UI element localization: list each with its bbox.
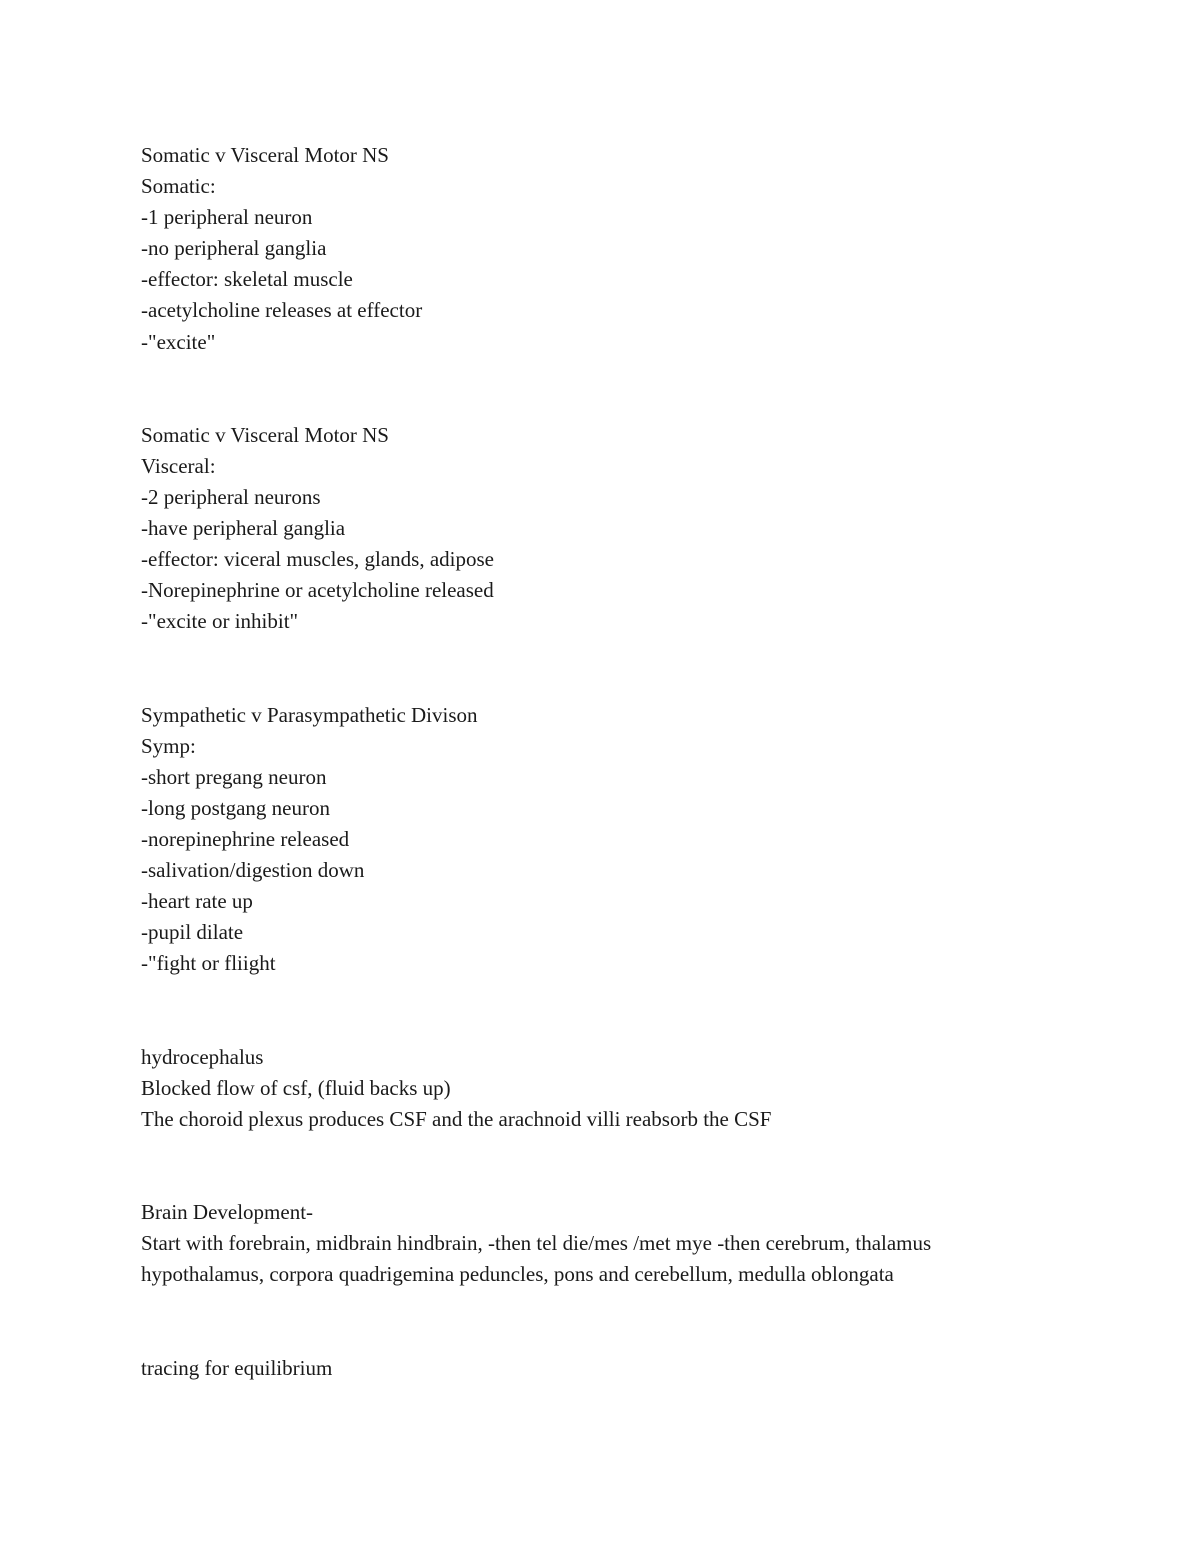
- list-item: -heart rate up: [141, 889, 253, 914]
- list-item: -no peripheral ganglia: [141, 236, 327, 261]
- list-item: -short pregang neuron: [141, 764, 327, 789]
- section-heading: tracing for equilibrium: [141, 1355, 333, 1380]
- section-visceral: [141, 420, 1141, 638]
- list-item: -pupil dilate: [141, 920, 244, 945]
- section-heading: Somatic v Visceral Motor NS: [141, 422, 389, 447]
- paragraph-line: Blocked flow of csf, (fluid backs up): [141, 1075, 451, 1100]
- subheading-visceral: Visceral:: [141, 453, 216, 478]
- list-item: -effector: viceral muscles, glands, adipose: [141, 547, 494, 572]
- list-item: -1 peripheral neuron: [141, 205, 313, 230]
- list-item: -"fight or fliight: [141, 951, 276, 976]
- list-item: -2 peripheral neurons: [141, 485, 321, 510]
- list-item: -long postgang neuron: [141, 795, 330, 820]
- section-hydrocephalus: [141, 1042, 1141, 1135]
- section-heading: Brain Development-: [141, 1200, 314, 1225]
- paragraph-line: Start with forebrain, midbrain hindbrain, -then tel die/mes /met mye -then cerebrum, thalamus: [141, 1231, 932, 1256]
- section-heading: Somatic v Visceral Motor NS: [141, 143, 389, 167]
- section-heading: Sympathetic v Parasympathetic Divison: [141, 702, 478, 727]
- list-item: -acetylcholine releases at effector: [141, 298, 423, 323]
- section-sympathetic: [141, 700, 1141, 980]
- document-body: [141, 140, 1141, 1384]
- list-item: -have peripheral ganglia: [141, 516, 346, 541]
- list-item: -effector: skeletal muscle: [141, 267, 353, 292]
- paragraph-line: The choroid plexus produces CSF and the arachnoid villi reabsorb the CSF: [141, 1106, 772, 1131]
- list-item: -Norepinephrine or acetylcholine released: [141, 578, 494, 603]
- section-heading: hydrocephalus: [141, 1044, 264, 1069]
- section-equilibrium: [141, 1353, 1141, 1384]
- list-item: -"excite or inhibit": [141, 609, 299, 634]
- list-item: -norepinephrine released: [141, 827, 350, 852]
- subheading-symp: Symp:: [141, 733, 196, 758]
- list-item: -salivation/digestion down: [141, 858, 365, 883]
- section-somatic: [141, 140, 1141, 358]
- subheading-somatic: Somatic:: [141, 174, 216, 199]
- paragraph-line: hypothalamus, corpora quadrigemina peduncles, pons and cerebellum, medulla oblongata: [141, 1262, 894, 1287]
- list-item: -"excite": [141, 329, 216, 354]
- section-brain-development: [141, 1197, 1141, 1290]
